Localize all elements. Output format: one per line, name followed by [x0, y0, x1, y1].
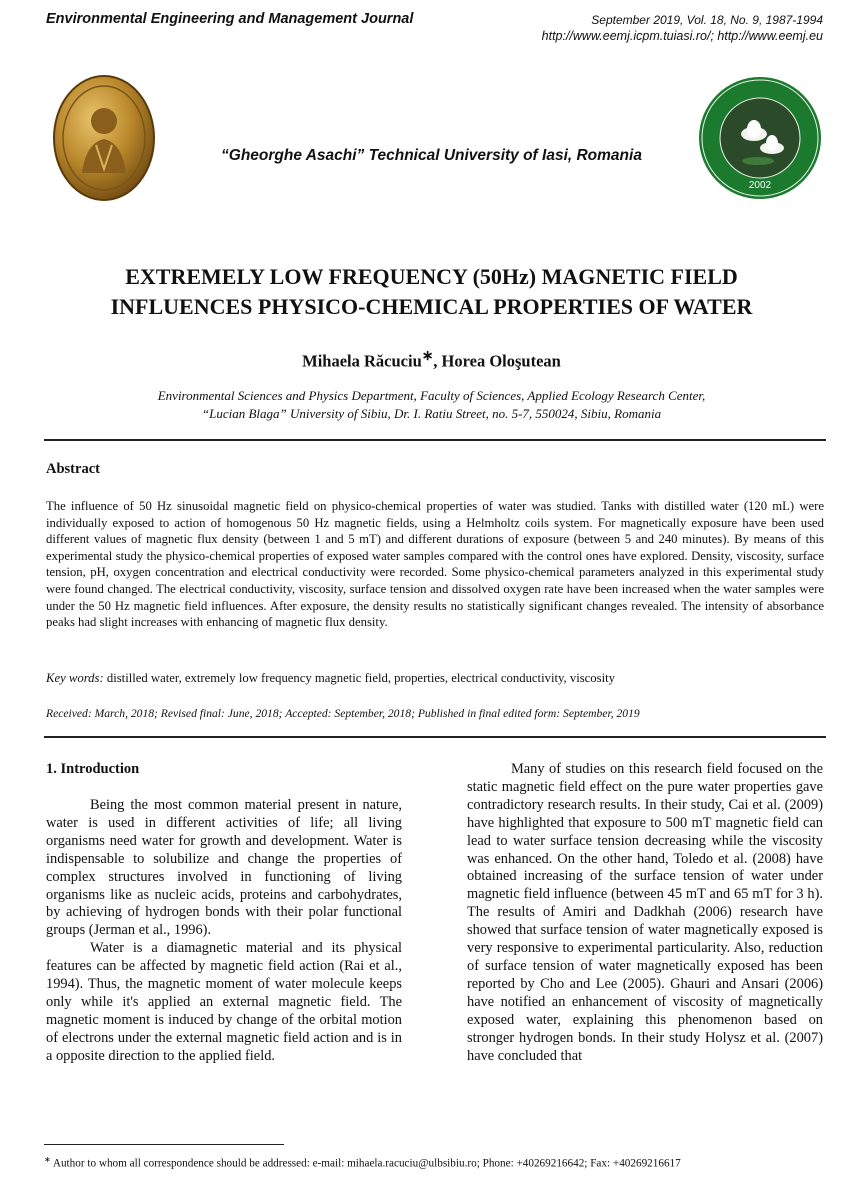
- affiliation-line-1: Environmental Sciences and Physics Department, Faculty of Sciences, Applied Ecology Research Center,: [157, 388, 706, 403]
- journal-name: Environmental Engineering and Management Journal: [46, 11, 414, 27]
- journal-urls[interactable]: http://www.eemj.icpm.tuiasi.ro/; http://www.eemj.eu: [541, 29, 823, 43]
- abstract-heading: Abstract: [46, 461, 100, 477]
- author-first: Mihaela Răcuciu: [302, 351, 422, 371]
- title-line-1: EXTREMELY LOW FREQUENCY (50Hz) MAGNETIC FIELD: [125, 264, 738, 289]
- intro-right-column: [467, 761, 823, 1065]
- title-line-2: INFLUENCES PHYSICO-CHEMICAL PROPERTIES OF WATER: [110, 294, 753, 319]
- footnote-text: Author to whom all correspondence should be addressed: e-mail: mihaela.racuciu@ulbsibiu.ro; Phone: +40269216642; Fax: +40269216617: [50, 1157, 681, 1170]
- affiliation: [40, 387, 823, 423]
- paragraph: Many of studies on this research field focused on the static magnetic field effect on the pure water properties gave contradictory research results. In their study, Cai et al. (2009) have highlighted that exposure to 500 mT magnetic field can lead to water surface tension decreasing while the viscosity was enhanced. On the other hand, Toledo et al. (2008) have obtained increasing of the surface tension of water under magnetic field influence (between 45 mT and 65 mT for 3 h). The results of Amiri and Dadkhah (2006) research have showed that surface tension of water magnetically exposed is very responsive to experimental particularity. Also, reduction of surface tension of water magnetically exposed has been reported by Cho and Lee (2005). Ghauri and Ansari (2006) have notified an enhancement of viscosity of magnetically exposed water, explaining this phenomenon based on stronger hydrogen bonds. In their study Holysz et al. (2007) have concluded that: [467, 761, 823, 1064]
- section-heading: 1. Introduction: [46, 761, 140, 777]
- keywords-label: Key words:: [46, 671, 104, 685]
- logo-year: 2002: [748, 180, 772, 191]
- abstract-text: The influence of 50 Hz sinusoidal magnetic field on physico-chemical properties of water was studied. Tanks with distilled water (120 mL) were individually exposed to action of homogenous 50 Hz magnetic fields, using a Helmholtz coils system. For magnetically exposure have been used different values of magnetic flux density (between 1 and 5 mT) and different durations of exposure (between 5 and 240 minutes). By means of this experimental study the physico-chemical properties of exposed water samples compared with the control ones have explored. Density, viscosity, surface tension, pH, oxygen concentration and electrical conductivity were recorded. Some physico-chemical parameters analyzed in this experimental study were found changed. The electrical conductivity, viscosity, surface tension and dissolved oxygen rate have been increased when the water samples were under the 50 Hz magnetic field influences. After exposure, the density results no statistically significant changes revealed. The intensity of absorbance peaks had slight increases with enhancing of magnetic flux density.: [46, 499, 824, 630]
- university-name: “Gheorghe Asachi” Technical University of Iasi, Romania: [221, 147, 642, 164]
- paragraph: Being the most common material present in nature, water is used in different activities of life; all living organisms need water for growth and development. Water is indispensable to solubilize and change the properties of complex structures involved in functioning of living organisms like as nucleic acids, proteins and carbohydrates, by achieving of hydrogen bonds with their polar functional groups (Jerman et al., 1996).: [46, 797, 402, 939]
- footnote-marker: ∗: [44, 1155, 51, 1164]
- divider: [44, 439, 826, 441]
- footnote: [44, 1155, 681, 1170]
- keywords-text: distilled water, extremely low frequency magnetic field, properties, electrical conductivity, viscosity: [103, 671, 615, 685]
- paragraph: Water is a diamagnetic material and its physical features can be affected by magnetic field action (Rai et al., 1994). Thus, the magnetic moment of water molecule keeps only while it's applied an external magnetic field. The magnetic moment is induced by change of the orbital motion of electrons under the external magnetic field action and is in a opposite direction to the applied field.: [46, 940, 402, 1064]
- eemj-water-lily-logo: [698, 76, 822, 200]
- issue-info: September 2019, Vol. 18, No. 9, 1987-1994: [591, 13, 823, 27]
- divider: [44, 736, 826, 738]
- footnote-rule: [44, 1144, 284, 1145]
- affiliation-line-2: “Lucian Blaga” University of Sibiu, Dr. I. Ratiu Street, no. 5-7, 550024, Sibiu, Romania: [201, 406, 662, 421]
- authors: [0, 348, 863, 372]
- keywords: [46, 671, 824, 686]
- intro-left-column: [46, 797, 402, 1066]
- paper-title: [40, 262, 823, 322]
- author-marker: ∗: [421, 348, 434, 363]
- author-rest: , Horea Oloşutean: [433, 351, 561, 371]
- asachi-medal-logo: [52, 73, 156, 203]
- publication-dates: Received: March, 2018; Revised final: June, 2018; Accepted: September, 2018; Published in final edited form: September, 2019: [46, 707, 640, 720]
